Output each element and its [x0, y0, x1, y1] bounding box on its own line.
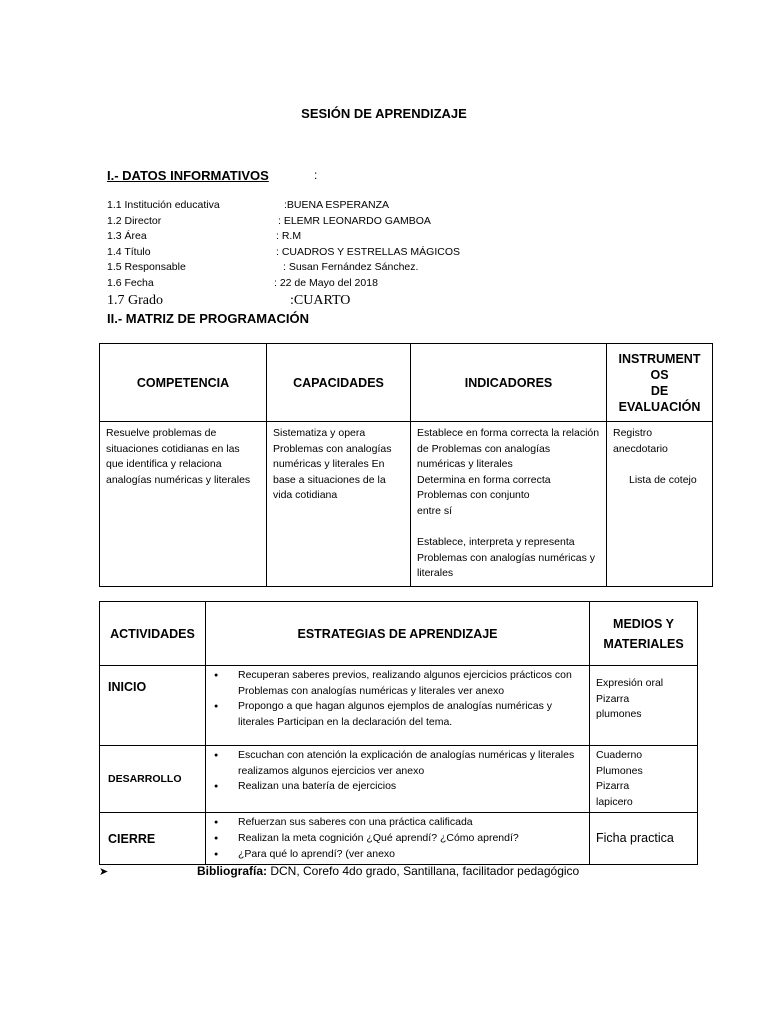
- grado-label: 1.7 Grado: [107, 293, 163, 308]
- info-value: : CUADROS Y ESTRELLAS MÁGICOS: [276, 245, 460, 258]
- header-instrumentos: [607, 344, 713, 422]
- indicadores-cell: [411, 422, 607, 587]
- section1-colon: :: [314, 168, 318, 182]
- header-actividades: ACTIVIDADES: [100, 602, 206, 666]
- document-title: SESIÓN DE APRENDIZAJE: [301, 106, 467, 121]
- strategy-item: ● Realizan la meta cognición ¿Qué aprendí? ¿Cómo aprendí?: [212, 831, 583, 847]
- activity-row-desarrollo: [100, 746, 698, 813]
- materials-cell: [590, 666, 698, 746]
- info-label: 1.2 Director: [107, 214, 162, 227]
- programming-matrix-table: [99, 343, 713, 587]
- section2-heading: II.- MATRIZ DE PROGRAMACIÓN: [107, 311, 309, 326]
- activity-row-inicio: [100, 666, 698, 746]
- material-item: lapicero: [596, 795, 633, 808]
- header-competencia: COMPETENCIA: [100, 344, 267, 422]
- info-label: 1.3 Área: [107, 230, 147, 243]
- strategy-item: ● Propongo a que hagan algunos ejemplos de analogías numéricas y literales Participan en la declaración del tema.: [212, 699, 583, 730]
- capacidades-cell: Sistematiza y opera Problemas con analogías numéricas y literales En base a situaciones de la vida cotidiana: [267, 422, 411, 587]
- info-label: 1.5 Responsable: [107, 261, 186, 274]
- phase-label: INICIO: [100, 666, 206, 746]
- material-item: Cuaderno: [596, 749, 643, 761]
- header-medios: [590, 602, 698, 666]
- activity-row-cierre: [100, 813, 698, 865]
- header-indicadores: INDICADORES: [411, 344, 607, 422]
- materials-cell: [590, 746, 698, 813]
- info-value: : ELEMR LEONARDO GAMBOA: [278, 214, 431, 227]
- bibliography-label: Bibliografía:: [197, 864, 268, 878]
- instrumentos-cell: [607, 422, 713, 587]
- indicador-text: Establece, interpreta y representa Problemas con analogías numéricas y literales: [417, 536, 596, 580]
- activities-table: [99, 601, 698, 865]
- info-labels: [107, 198, 220, 292]
- indicador-text: Establece en forma correcta la relación de Problemas con analogías numéricas y literales: [417, 427, 600, 471]
- activities-header-row: [100, 602, 698, 666]
- material-item: Pizarra: [596, 692, 630, 705]
- matrix-body-row: [100, 422, 713, 587]
- material-item: Expresión oral: [596, 677, 664, 689]
- matrix-header-row: [100, 344, 713, 422]
- strategy-item: ● Realizan una batería de ejercicios: [212, 779, 583, 795]
- header-instrumentos-line: INSTRUMENT: [618, 351, 701, 366]
- info-values: [276, 198, 460, 292]
- header-instrumentos-line: OS: [650, 367, 669, 382]
- phase-label: DESARROLLO: [100, 746, 206, 813]
- indicador-text: entre sí: [417, 504, 453, 517]
- strategy-item: ● Recuperan saberes previos, realizando algunos ejercicios prácticos con Problemas con analogías numéricas y literales ver anexo: [212, 668, 583, 699]
- competencia-cell: Resuelve problemas de situaciones cotidianas en las que identifica y relaciona analogías numéricas y literales: [100, 422, 267, 587]
- info-label: 1.1 Institución educativa: [107, 199, 220, 211]
- strategies-cell: [206, 746, 590, 813]
- bibliography-text: DCN, Corefo 4do grado, Santillana, facilitador pedagógico: [267, 864, 580, 878]
- header-instrumentos-line: EVALUACIÓN: [618, 399, 701, 414]
- strategy-item: ● ¿Para qué lo aprendí? (ver anexo: [212, 847, 583, 863]
- info-value: : Susan Fernández Sánchez.: [283, 261, 419, 274]
- header-medios-line: MATERIALES: [603, 636, 684, 651]
- instrumento-text: Lista de cotejo: [629, 473, 697, 486]
- info-value: : 22 de Mayo del 2018: [274, 276, 378, 289]
- arrow-bullet-icon: ➤: [99, 866, 109, 878]
- strategy-item: ● Refuerzan sus saberes con una práctica calificada: [212, 815, 583, 831]
- header-medios-line: MEDIOS Y: [613, 616, 674, 631]
- grado-value: :CUARTO: [290, 293, 351, 308]
- strategy-item: ● Escuchan con atención la explicación de analogías numéricas y literales realizamos algunos ejercicios ver anexo: [212, 748, 583, 779]
- indicador-spacer: [417, 520, 600, 536]
- header-estrategias: ESTRATEGIAS DE APRENDIZAJE: [206, 602, 590, 666]
- materials-cell: [590, 813, 698, 865]
- material-item: Plumones: [596, 764, 643, 777]
- header-capacidades: CAPACIDADES: [267, 344, 411, 422]
- instrumento-text: Registro: [613, 427, 653, 439]
- strategies-cell: [206, 666, 590, 746]
- bibliography: [99, 864, 579, 878]
- instrumento-spacer: [613, 457, 706, 473]
- header-instrumentos-line: DE: [650, 383, 669, 398]
- info-value: : R.M: [276, 230, 302, 243]
- info-label: 1.4 Título: [107, 245, 151, 258]
- info-label: 1.6 Fecha: [107, 276, 154, 289]
- section1-heading: I.- DATOS INFORMATIVOS: [107, 168, 269, 183]
- material-item: Pizarra: [596, 780, 630, 793]
- indicador-text: Determina en forma correcta Problemas con conjunto: [417, 473, 551, 502]
- phase-label: CIERRE: [100, 813, 206, 865]
- info-value: :BUENA ESPERANZA: [284, 199, 390, 211]
- material-item: Ficha practica: [596, 830, 674, 845]
- instrumento-text: anecdotario: [613, 442, 668, 455]
- material-item: plumones: [596, 708, 642, 721]
- strategies-cell: [206, 813, 590, 865]
